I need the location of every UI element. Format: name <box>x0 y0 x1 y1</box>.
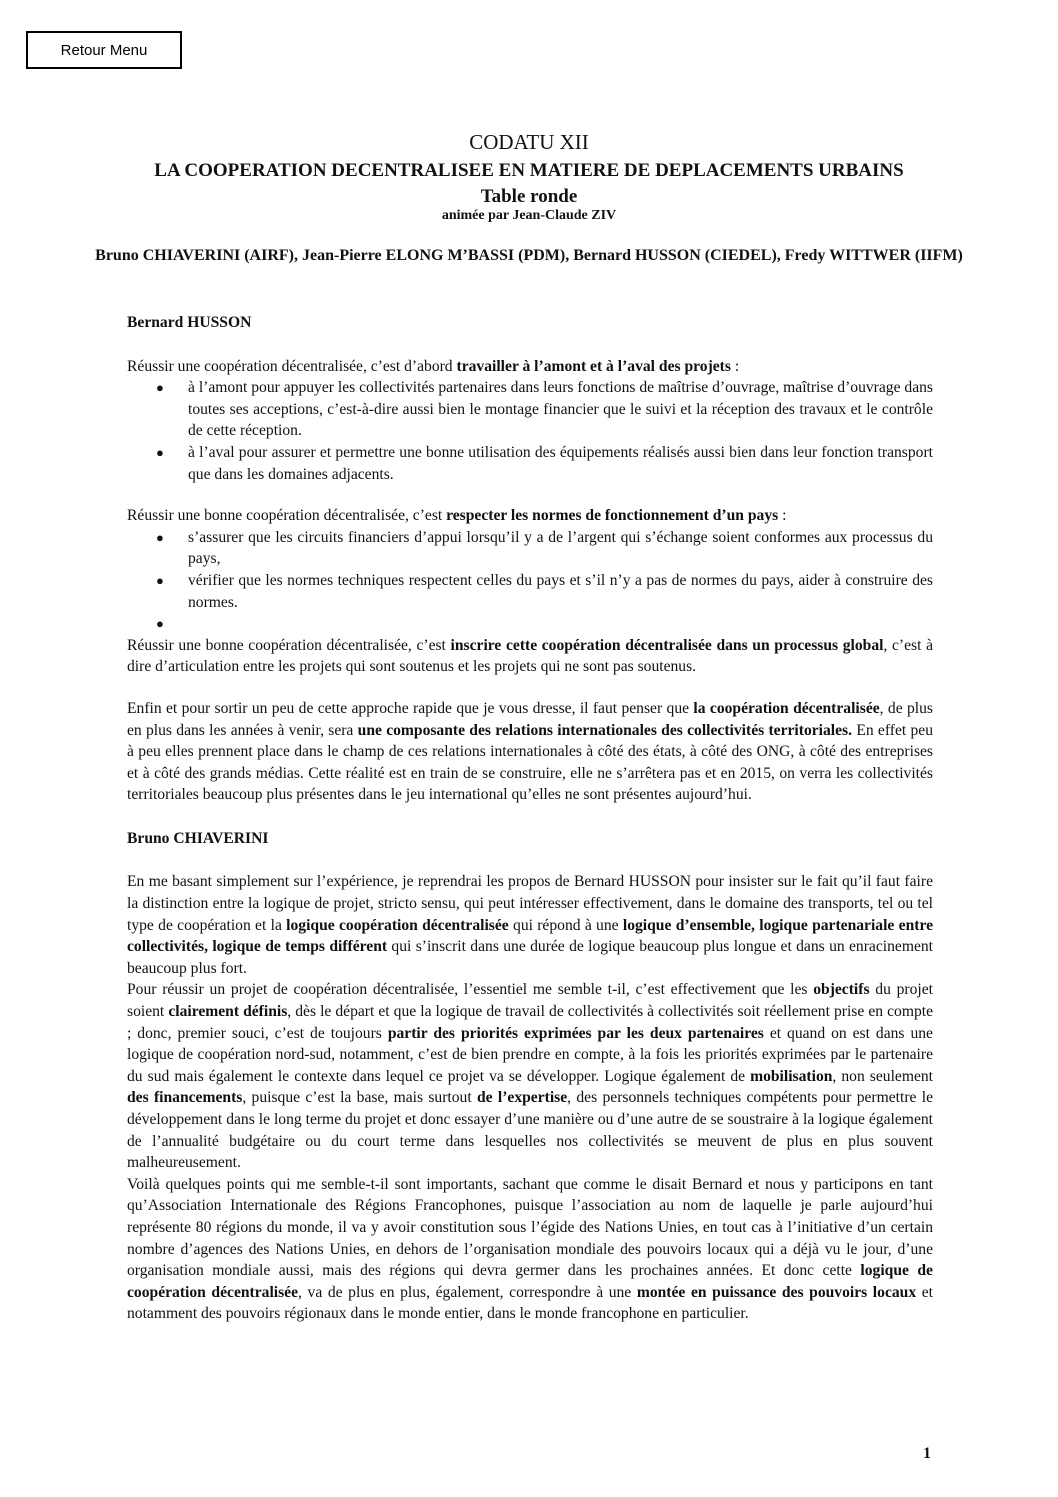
speaker-name-husson: Bernard HUSSON <box>127 314 252 331</box>
list-item-empty <box>127 613 933 635</box>
speaker-name-chiaverini: Bruno CHIAVERINI <box>127 829 269 847</box>
list-item: ● s’assurer que les circuits financiers d’appui lorsqu’il y a de l’argent qui s’échange soient conformes aux processus du pays, <box>156 528 933 568</box>
bullet-icon: ● <box>156 616 164 632</box>
list-item: ● à l’amont pour appuyer les collectivités partenaires dans leurs fonctions de maîtrise d’ouvrage, maîtrise d’ouvrage dans toutes ses acceptions, c’est-à-dire aussi bien le montage financier que le suivi et la réception des travaux et le contrôle de cette réception. <box>156 379 933 440</box>
back-to-menu-button[interactable]: Retour Menu <box>26 31 182 69</box>
husson-paragraph-3: Réussir une bonne coopération décentralisée, c’est inscrire cette coopération décentralisée dans un processus global, c’est à dire d’articulation entre les projets qui sont soutenus et les projets qui ne sont pas soutenus. <box>127 636 933 676</box>
doc-subtitle: LA COOPERATION DECENTRALISEE EN MATIERE DE DEPLACEMENTS URBAINS <box>154 160 904 181</box>
bullet-icon: ● <box>156 572 164 588</box>
husson-paragraph-1: Réussir une coopération décentralisée, c’est d’abord travailler à l’amont et à l’aval des projets : <box>127 357 740 375</box>
chiaverini-paragraph-2: Pour réussir un projet de coopération décentralisée, l’essentiel me semble t-il, c’est effectivement que les objectifs du projet soient clairement définis, dès le départ et que la logique de travail de collectivités à collectivités soit réellement prise en compte ; donc, premier souci, c’est de toujours partir des priorités exprimées par les deux partenaires et quand on est dans une logique de coopération nord-sud, notamment, c’est de bien prendre en compte, à la fois les priorités exprimées par le partenaire du sud mais également le contexte dans lequel ce projet va se développer. Logique également de mobilisation, non seulement des financements, puisque c’est la base, mais surtout de l’expertise, des personnels techniques compétents pour permettre le développement dans le long terme du projet et donc essayer d’une manière ou d’une autre de se soustraire à la logique également de l’annualité budgétaire ou du court terme dans lesquelles nos collectivités se meuvent de plus en plus souvent malheureusement. <box>127 981 934 1172</box>
page-number: 1 <box>923 1445 931 1462</box>
bullet-icon: ● <box>156 444 164 460</box>
chiaverini-paragraph-3: Voilà quelques points qui me semble-t-il sont importants, sachant que comme le disait Bernard et nous y participons en tant qu’Association Internationale des Régions Francophones, puisque l’association au nom de laquelle je parle aujourd’hui représente 80 régions du monde, il va y avoir constitution sous l’égide des Nations Unies, en tout cas à l’initiative d’un certain nombre d’agences des Nations Unies, en dehors de l’organisation mondiale des pouvoirs locaux qui a déjà vu le jour, d’une organisation mondiale aussi, mais des régions qui devra germer dans les prochaines années. Et donc cette logique de coopération décentralisée, va de plus en plus, également, correspondre à une montée en puissance des pouvoirs locaux et notamment des pouvoirs régionaux dans le monde entier, dans le monde francophone en particulier. <box>127 1175 934 1323</box>
participants-line: Bruno CHIAVERINI (AIRF), Jean-Pierre ELONG M’BASSI (PDM), Bernard HUSSON (CIEDEL), Fredy WITTWER (IIFM) <box>95 247 963 264</box>
doc-title: CODATU XII <box>469 130 589 154</box>
list-item: ● à l’aval pour assurer et permettre une bonne utilisation des équipements réalisés aussi bien dans leur fonction transport que dans les domaines adjacents. <box>156 443 933 483</box>
list-item: ● vérifier que les normes techniques respectent celles du pays et s’il n’y a pas de normes du pays, aider à construire des normes. <box>156 571 933 611</box>
bullet-icon: ● <box>156 380 164 396</box>
chiaverini-paragraph-1: En me basant simplement sur l’expérience, je reprendrai les propos de Bernard HUSSON pour insister sur le fait qu’il faut faire la distinction entre la logique de projet, stricto sensu, qui peut intéresser effectivement, dans le domaine des transports, tel ou tel type de coopération et la logique coopération décentralisée qui répond à une logique d’ensemble, logique partenariale entre collectivités, logique de temps différent qui s’inscrit dans une durée de logique beaucoup plus longue et dans un enracinement beaucoup plus fort. <box>127 873 934 977</box>
document-body <box>127 312 933 1325</box>
husson-list-2 <box>127 527 933 635</box>
doc-moderator: animée par Jean-Claude ZIV <box>441 208 617 223</box>
husson-paragraph-4: Enfin et pour sortir un peu de cette approche rapide que je vous dresse, il faut penser que la coopération décentralisée, de plus en plus dans les années à venir, sera une composante des relations internationales des collectivités territoriales. En effet peu à peu elles prennent place dans le champ de ces relations internationales à côté des états, à côté des ONG, à côté des entreprises et à côté des grands médias. Cette réalité est en train de se construire, elle ne s’arrêtera pas et en 2015, on verra les collectivités territoriales beaucoup plus présentes dans le jeu international qu’elles ne sont présentes aujourd’hui. <box>127 699 933 804</box>
husson-paragraph-2: Réussir une bonne coopération décentralisée, c’est respecter les normes de fonctionnement d’un pays : <box>127 507 787 525</box>
doc-table-ronde: Table ronde <box>480 186 578 207</box>
bullet-icon: ● <box>156 529 164 545</box>
husson-list-1 <box>127 377 933 485</box>
